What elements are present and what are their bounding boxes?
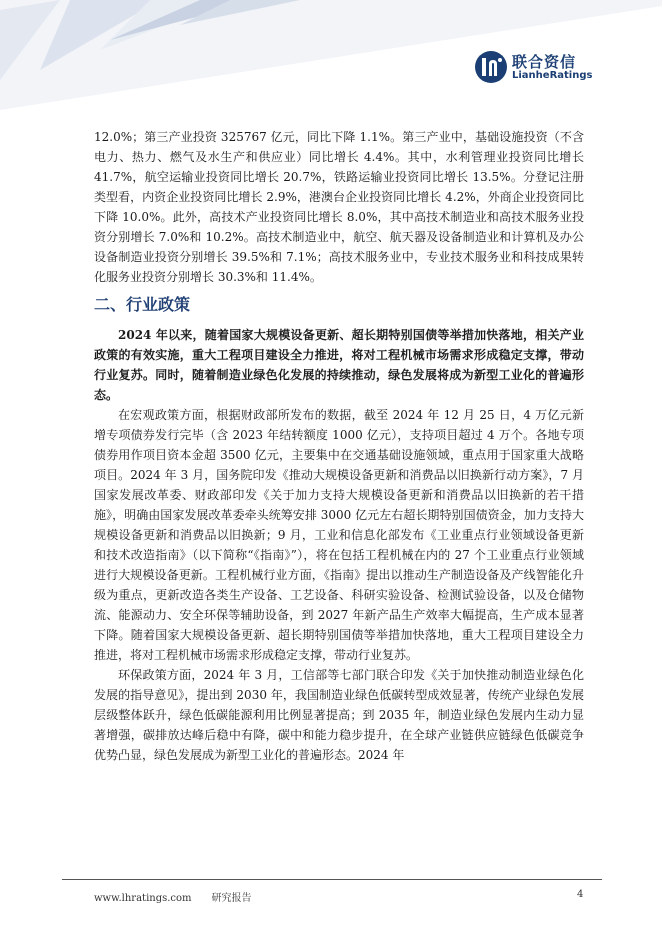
- logo-chinese-name: 联合资信: [512, 53, 577, 71]
- section-title: 二、行业政策: [94, 295, 191, 314]
- page-number: 4: [577, 889, 584, 900]
- body-paragraph: 环保政策方面，2024 年 3 月，工信部等七部门联合印发《关于加快推动制造业绿色化发展的指导意见》，提出到 2030 年，我国制造业绿色低碳转型成效显著，传统产业绿色发展层级整体跃升，绿色低碳能源利用比例显著提高；到 2035 年，制造业绿色发展内生动力显著增强，碳排放达峰后稳中有降，碳中和能力稳步提升，在全球产业链供应链绿色低碳竞争优势凸显，绿色发展成为新型工业化的普遍形态。2024 年: [94, 668, 584, 762]
- brand-logo: [474, 50, 594, 86]
- footer-divider: [62, 879, 602, 880]
- body-paragraph: 12.0%；第三产业投资 325767 亿元，同比下降 1.1%。第三产业中，基础设施投资（不含电力、热力、燃气及水生产和供应业）同比增长 4.4%。其中，水利管理业投资同比增长 41.7%，航空运输业投资同比增长 20.7%，铁路运输业投资同比增长 13.5%。分登记注册类型看，内资企业投资同比增长 2.9%，港澳台企业投资同比增长 4.2%，外商企业投资同比下降 10.0%。此外，高技术产业投资同比增长 8.0%，其中高技术制造业和高技术服务业投资分别增长 7.0%和 10.2%。高技术制造业中，航空、航天器及设备制造业和计算机及办公设备制造业投资分别增长 39.5%和 7.1%；高技术服务业中，专业技术服务业和科技成果转化服务业投资分别增长 30.3%和 11.4%。: [94, 130, 584, 284]
- logo-english-name: LianheRatings: [512, 70, 593, 81]
- footer-website: www.lhratings.com 研究报告: [94, 893, 252, 904]
- report-body: [94, 127, 584, 765]
- summary-paragraph: 2024 年以来，随着国家大规模设备更新、超长期特别国债等举措加快落地，相关产业政策的有效实施，重大工程项目建设全力推进，将对工程机械市场需求形成稳定支撑，带动行业复苏。同时，随着制造业绿色化发展的持续推动，绿色发展将成为新型工业化的普遍形态。: [94, 328, 584, 402]
- body-paragraph: 在宏观政策方面，根据财政部所发布的数据，截至 2024 年 12 月 25 日，4 万亿元新增专项债券发行完毕（含 2023 年结转额度 1000 亿元），支持项目超过 4 万个。各地专项债券用作项目资本金超 3500 亿元，主要集中在交通基础设施领域，重点用于国家重大战略项目。2024 年 3 月，国务院印发《推动大规模设备更新和消费品以旧换新行动方案》，7 月国家发展改革委、财政部印发《关于加力支持大规模设备更新和消费品以旧换新的若干措施》，明确由国家发展改革委牵头统筹安排 3000 亿元左右超长期特别国债资金，加力支持大规模设备更新和消费品以旧换新；9 月，工业和信息化部发布《工业重点行业领域设备更新和技术改造指南》（以下简称“《指南》”），将在包括工程机械在内的 27 个工业重点行业领域进行大规模设备更新。工程机械行业方面，《指南》提出以推动生产制造设备及产线智能化升级为重点，更新改造各类生产设备、工艺设备、科研实验设备、检测试验设备，以及仓储物流、能源动力、安全环保等辅助设备，到 2027 年新产品生产效率大幅提高，生产成本显著下降。随着国家大规模设备更新、超长期特别国债等举措加快落地，重大工程项目建设全力推进，将对工程机械市场需求形成稳定支撑，带动行业复苏。: [94, 408, 584, 662]
- lianhe-logo-icon: [474, 50, 508, 84]
